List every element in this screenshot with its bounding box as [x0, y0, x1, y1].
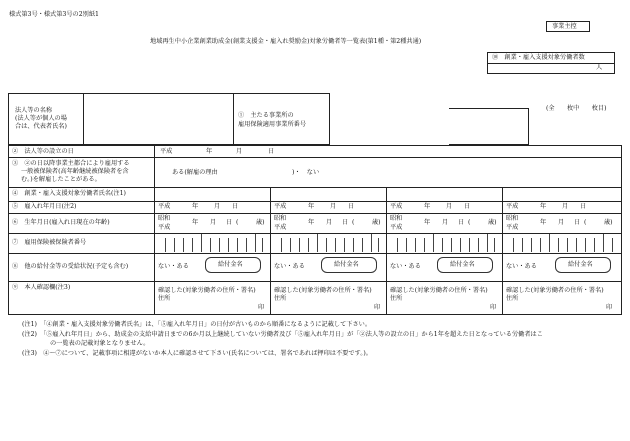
age-close: 歳) [256, 219, 265, 226]
benefit-name-label: 給付金名 [450, 261, 475, 268]
worker-count-label: ⑩ 創業・雇入支援対象労働者数 [492, 54, 585, 61]
dismissal-yes-option[interactable]: ある(解雇の理由 [172, 169, 218, 176]
hire-year-unit: 年 [192, 203, 199, 210]
confirm-address: 住所 [506, 295, 519, 302]
employer-name-label-3: 合は、代表者氏名) [15, 123, 67, 130]
worker-4-name-field[interactable] [504, 188, 620, 200]
confirm-address: 住所 [158, 295, 171, 302]
hire-day-unit: 日 [232, 203, 239, 210]
benefit-yes-no[interactable]: ない・ある [506, 263, 537, 270]
worker-1-insurance-digits[interactable] [156, 234, 268, 252]
note-3: (注3) ④～⑦について、記載事項に相違がないか本人に確認させて下さい(氏名については、署名であれば押印は不要です。)。 [22, 350, 372, 357]
benefit-name-label: 給付金名 [218, 261, 243, 268]
age-close: 歳) [372, 219, 381, 226]
row-other-benefits-label: ⑧ 他の給付金等の受給状況(予定も含む) [12, 263, 129, 270]
birth-year-unit: 年 [424, 219, 431, 226]
benefit-yes-no[interactable]: ない・ある [274, 263, 305, 270]
row-establishment-date-label: ② 法人等の設立の日 [12, 148, 74, 155]
hire-month-unit: 月 [330, 203, 337, 210]
worker-2-name-field[interactable] [272, 188, 384, 200]
hire-era: 平成 [274, 203, 287, 210]
establishment-day-unit: 日 [268, 148, 275, 155]
birth-era-showa: 昭和 [158, 215, 171, 222]
birth-month-unit: 月 [210, 219, 217, 226]
note-2-line-1: (注2) 「⑤雇入れ年月日」から、助成金の支給申請日までの6か月以上継続していない労働者及び「⑤雇入れ年月日」が「②法人等の設立の日」から1年を超えた日となっている労働者はこ [22, 331, 543, 338]
hire-year-unit: 年 [308, 203, 315, 210]
seal-mark[interactable]: 印 [606, 304, 613, 311]
birth-day-unit: 日 [458, 219, 465, 226]
benefit-name-label: 給付金名 [334, 261, 359, 268]
employer-name-label-2: (法人等が個人の場 [15, 115, 67, 122]
benefit-yes-no[interactable]: ない・ある [158, 263, 189, 270]
note-1: (注1) 「④創業・雇入支援対象労働者氏名」は、「⑤雇入れ年月日」の日付が古いものから順番になるように記載して下さい。 [22, 321, 372, 328]
row-identity-check-label: ⑨ 本人確認欄(注3) [12, 284, 71, 291]
establishment-era: 平成 [160, 148, 173, 155]
age-open: ( [352, 219, 355, 226]
form-title: 地域再生中小企業創業助成金(創業支援金・雇入れ奨励金)対象労働者等一覧表(第1種・第2種共通) [150, 38, 422, 45]
office-stamp-label: 事業主控 [552, 23, 577, 30]
employer-name-label-1: 法人等の名称 [15, 107, 53, 114]
hire-era: 平成 [390, 203, 403, 210]
hire-day-unit: 日 [348, 203, 355, 210]
benefit-name-bubble[interactable] [555, 257, 611, 273]
row-dismissal-label-3: む。)を解雇したことがある。 [21, 176, 101, 183]
worker-4-insurance-digits[interactable] [504, 234, 620, 252]
birth-era-heisei: 平成 [506, 224, 519, 231]
birth-era-heisei: 平成 [390, 224, 403, 231]
birth-day-unit: 日 [342, 219, 349, 226]
birth-era-heisei: 平成 [274, 224, 287, 231]
row-dismissal-label-2: 一般被保険者(高年齢継続被保険者を含 [21, 168, 129, 175]
dismissal-no-option[interactable]: )・ ない [292, 169, 320, 176]
birth-month-unit: 月 [442, 219, 449, 226]
hire-year-unit: 年 [424, 203, 431, 210]
confirm-text: 確認した(対象労働者の住所・署名) [506, 287, 604, 294]
note-2-line-2: の一覧表の記載対象となりません。 [50, 340, 150, 347]
employer-table [8, 93, 330, 145]
hire-year-unit: 年 [540, 203, 547, 210]
birth-era-heisei: 平成 [158, 224, 171, 231]
form-number: 様式第3号・様式第3号の2別紙1 [9, 11, 99, 18]
hire-month-unit: 月 [214, 203, 221, 210]
worker-count-unit: 人 [596, 64, 603, 71]
establishment-month-unit: 月 [236, 148, 243, 155]
benefit-yes-no[interactable]: ない・ある [390, 263, 421, 270]
age-open: ( [584, 219, 587, 226]
confirm-text: 確認した(対象労働者の住所・署名) [274, 287, 372, 294]
row-worker-name-label: ④ 創業・雇入支援対象労働者氏名(注1) [12, 190, 126, 197]
benefit-name-bubble[interactable] [437, 257, 493, 273]
hire-era: 平成 [158, 203, 171, 210]
seal-mark[interactable]: 印 [374, 304, 381, 311]
row-birthdate-label: ⑥ 生年月日(雇入れ日現在の年齢) [12, 219, 110, 226]
hire-era: 平成 [506, 203, 519, 210]
office-number-label-2: 雇用保険適用事業所番号 [238, 121, 307, 128]
age-open: ( [468, 219, 471, 226]
benefit-name-bubble[interactable] [205, 257, 261, 273]
birth-era-showa: 昭和 [390, 215, 403, 222]
seal-mark[interactable]: 印 [258, 304, 265, 311]
hire-month-unit: 月 [562, 203, 569, 210]
birth-year-unit: 年 [540, 219, 547, 226]
hire-day-unit: 日 [580, 203, 587, 210]
benefit-name-bubble[interactable] [321, 257, 377, 273]
birth-day-unit: 日 [226, 219, 233, 226]
birth-month-unit: 月 [558, 219, 565, 226]
confirm-text: 確認した(対象労働者の住所・署名) [390, 287, 488, 294]
age-close: 歳) [604, 219, 613, 226]
birth-day-unit: 日 [574, 219, 581, 226]
office-number-input[interactable] [331, 93, 449, 145]
row-dismissal-label-1: ③ ②の日以降事業主都合により雇用する [12, 160, 130, 167]
row-hire-date-label: ⑤ 雇入れ年月日(注2) [12, 203, 77, 210]
worker-2-insurance-digits[interactable] [272, 234, 384, 252]
office-stamp-box [546, 21, 590, 32]
birth-year-unit: 年 [192, 219, 199, 226]
employer-name-field[interactable] [449, 108, 529, 145]
confirm-address: 住所 [274, 295, 287, 302]
confirm-text: 確認した(対象労働者の住所・署名) [158, 287, 256, 294]
birth-year-unit: 年 [308, 219, 315, 226]
age-open: ( [236, 219, 239, 226]
age-close: 歳) [488, 219, 497, 226]
worker-1-name-field[interactable] [156, 188, 268, 200]
office-number-label-1: ① 主たる事業所の [238, 112, 294, 119]
worker-3-insurance-digits[interactable] [388, 234, 500, 252]
benefit-name-label: 給付金名 [568, 261, 593, 268]
hire-day-unit: 日 [464, 203, 471, 210]
seal-mark[interactable]: 印 [490, 304, 497, 311]
worker-count-box [487, 52, 615, 74]
birth-era-showa: 昭和 [274, 215, 287, 222]
row-insurance-number-label: ⑦ 雇用保険被保険者番号 [12, 239, 87, 246]
birth-era-showa: 昭和 [506, 215, 519, 222]
hire-month-unit: 月 [446, 203, 453, 210]
birth-month-unit: 月 [326, 219, 333, 226]
confirm-address: 住所 [390, 295, 403, 302]
establishment-year-unit: 年 [206, 148, 213, 155]
page-indicator: (全 枚中 枚目) [546, 105, 607, 112]
worker-3-name-field[interactable] [388, 188, 500, 200]
